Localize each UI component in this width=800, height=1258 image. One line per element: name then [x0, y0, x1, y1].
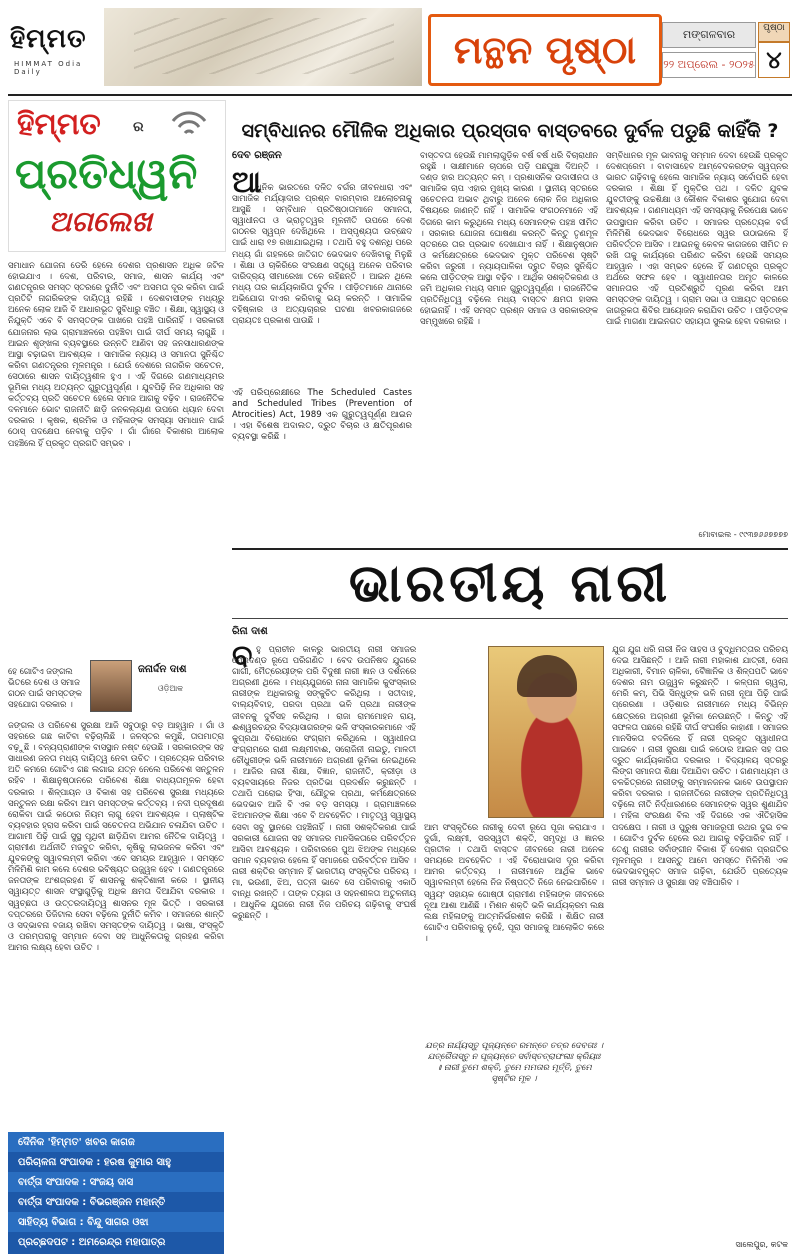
logo-subtitle: HIMMAT Odia Daily	[14, 60, 83, 76]
article-2-column-b: ଆମ ସଂସ୍କୃତିରେ ନାରୀକୁ ଦେବୀ ରୂପେ ପୂଜା କରାଯାଏ । ଦୁର୍ଗା, ଲକ୍ଷ୍ମୀ, ସରସ୍ୱତୀ ଶକ୍ତି, ସମୃଦ୍ଧି ଓ ଜ୍ଞାନର ପ୍ରତୀକ । ତଥାପି ବାସ୍ତବ ଜୀବନରେ ନାରୀ ଅନେକ ସମୟରେ ଅବହେଳିତ । ଏହି ବିରୋଧାଭାସ ଦୂର କରିବା ଆମର କର୍ତ୍ତବ୍ୟ । ନାରୀମାନେ ଆର୍ଥିକ ଭାବେ ସ୍ୱାବଲମ୍ବୀ ହେଲେ ନିଜ ନିଷ୍ପତ୍ତି ନିଜେ ନେଇପାରିବେ । ସ୍ୱୟଂ ସହାୟକ ଗୋଷ୍ଠୀ ଗ୍ରାମୀଣ ମହିଳାଙ୍କ ଜୀବନରେ ନୂଆ ଆଶା ଆଣିଛି । ମିଶନ ଶକ୍ତି ଭଳି କାର୍ଯ୍ୟକ୍ରମ ଲକ୍ଷ ଲକ୍ଷ ମହିଳାଙ୍କୁ ଆତ୍ମନିର୍ଭରଶୀଳ କରିଛି । ଶିକ୍ଷିତ ନାରୀ ଗୋଟିଏ ପରିବାରକୁ ନୁହେଁ, ପୂରା ସମାଜକୁ ଆଲୋକିତ କରେ ।	[424, 822, 604, 943]
brand-line-3: ଅଗଲେଖ	[49, 205, 152, 238]
article-1-act-paragraph: ଏହି ପରିପ୍ରେକ୍ଷୀରେ The Scheduled Castes and Scheduled Tribes (Prevention of Atrocities) Act, 1989 ଏକ ଗୁରୁତ୍ୱପୂର୍ଣ୍ଣ ଆଇନ । ଏହା ବିଶେଷ ଅଦାଲତ, ଦ୍ରୁତ ବିଚାର ଓ କ୍ଷତିପୂରଣର ବ୍ୟବସ୍ଥା କରିଛି ।	[232, 388, 412, 442]
brand-line-1-suffix: ର	[133, 119, 144, 135]
credit-line: ବାର୍ତ୍ତା ସଂପାଦକ : ବିଭରଞ୍ଜନ ମହାନ୍ତି	[8, 1192, 224, 1214]
article-1-column-b: ବାସ୍ତବତା ହେଉଛି ମାମଲାଗୁଡ଼ିକ ବର୍ଷ ବର୍ଷ ଧରି ବିଚାରାଧୀନ ରହୁଛି । ସାକ୍ଷୀମାନେ ଚାପରେ ପଡ଼ି ପଛଘୁଞ୍ଚା ଦିଅନ୍ତି । ଦଣ୍ଡ ହାର ଅତ୍ୟନ୍ତ କମ୍ । ପ୍ରଶାସନିକ ଉଦାସୀନତା ଓ ସାମାଜିକ ଚାପ ଏହାର ମୁଖ୍ୟ କାରଣ । ସ୍ଥାନୀୟ ସ୍ତରରେ ସଚେତନତା ଅଭାବ ଥିବାରୁ ଅନେକ ଲୋକ ନିଜ ଅଧିକାର ବିଷୟରେ ଜାଣନ୍ତି ନାହିଁ । ସାମାଜିକ ସଂଗଠନମାନେ ଏହି ଦିଗରେ କାମ କରୁଥିଲେ ମଧ୍ୟ ସେମାନଙ୍କ ପହଞ୍ଚ ସୀମିତ । ସରକାର ଯୋଜନା ଘୋଷଣା କରନ୍ତି କିନ୍ତୁ ତୃଣମୂଳ ସ୍ତରରେ ତାର ପ୍ରଭାବ ଦେଖାଯାଏ ନାହିଁ । ଶିକ୍ଷାନୁଷ୍ଠାନ ଓ କର୍ମକ୍ଷେତ୍ରରେ ଭେଦଭାବ ମୁକ୍ତ ପରିବେଶ ସୃଷ୍ଟି କରିବା ଜରୁରୀ । ନ୍ୟାୟପାଳିକା ଦ୍ରୁତ ବିଚାର ସୁନିଶ୍ଚିତ କଲେ ପୀଡ଼ିତଙ୍କ ଆସ୍ଥା ବଢ଼ିବ । ଆର୍ଥିକ ସଶକ୍ତିକରଣ ଓ ଜମି ଅଧିକାର ମଧ୍ୟ ସମାନ ଗୁରୁତ୍ୱପୂର୍ଣ୍ଣ । ରାଜନୈତିକ ପ୍ରତିନିଧିତ୍ୱ ବଢ଼ିଲେ ମଧ୍ୟ ବାସ୍ତବ କ୍ଷମତା ହାସଲ ହୋଇନାହିଁ । ଏହି ସମସ୍ତ ପ୍ରଶ୍ନ ସମାଜ ଓ ସରକାରଙ୍କ ସମ୍ମୁଖରେ ରହିଛି ।	[420, 150, 598, 327]
weekday: ମଙ୍ଗଳବାର	[662, 22, 756, 48]
author-photo	[90, 660, 132, 712]
article-2-headline: ଭାରତୀୟ ନାରୀ	[348, 553, 672, 614]
credit-line: ସାହିତ୍ୟ ବିଭାଗ : ବିନ୍ଦୁ ସାଗର ଓଝା	[8, 1212, 224, 1234]
credits-box	[8, 1132, 224, 1254]
section-title: ମନ୍ଥନ ପୃଷ୍ଠା	[428, 14, 662, 86]
divider	[232, 618, 788, 619]
broadcast-icon	[169, 109, 209, 141]
credit-line: ବାର୍ତ୍ତା ସଂପାଦକ : ସଂଜୟ ଦାସ	[8, 1172, 224, 1194]
column-brand	[8, 100, 226, 252]
page-number: ୪	[758, 42, 790, 78]
indian-woman-illustration	[488, 646, 604, 818]
brand-line-2: ପ୍ରତିଧ୍ୱନି	[15, 149, 198, 198]
divider	[232, 548, 788, 550]
date: ୨୨ ଅପ୍ରେଲ - ୨୦୨୫	[662, 52, 756, 78]
header-pen-illustration	[104, 8, 422, 86]
brand-line-1: ହିମ୍ମତ	[17, 107, 101, 142]
article-1-column-c: ସମ୍ବିଧାନର ମୂଳ ଭାବନାକୁ ସମ୍ମାନ ଦେବା ହେଉଛି ପ୍ରକୃତ ଦେଶପ୍ରେମ । ବାବାସାହେବ ଆମ୍ବେଦକରଙ୍କ ସ୍ୱପ୍ନର ଭାରତ ଗଢ଼ିବାକୁ ହେଲେ ସାମାଜିକ ନ୍ୟାୟ ସର୍ବୋପରି ହେବା ଦରକାର । ଶିକ୍ଷା ହିଁ ମୁକ୍ତିର ପଥ । ଦଳିତ ଯୁବକ ଯୁବତୀଙ୍କୁ ଉଚ୍ଚଶିକ୍ଷା ଓ କୌଶଳ ବିକାଶର ସୁଯୋଗ ଦେବା ଆବଶ୍ୟକ । ଗଣମାଧ୍ୟମ ଏହି ସମସ୍ୟାକୁ ନିରପେକ୍ଷ ଭାବେ ଉପସ୍ଥାପନ କରିବା ଉଚିତ । ସମାଜର ପ୍ରତ୍ୟେକ ବର୍ଗ ମିଳିମିଶି ଭେଦଭାବ ବିରୋଧରେ ସ୍ୱର ଉଠାଇଲେ ହିଁ ପରିବର୍ତ୍ତନ ଆସିବ । ଆଇନକୁ କେବଳ କାଗଜରେ ସୀମିତ ନ ରଖି ତାକୁ କାର୍ଯ୍ୟରେ ପରିଣତ କରିବା ହେଉଛି ସମୟର ଆହ୍ୱାନ । ଏହା ସମ୍ଭବ ହେଲେ ହିଁ ଗଣତନ୍ତ୍ର ପ୍ରକୃତ ଅର୍ଥରେ ସଫଳ ହେବ । ସ୍ୱାଧୀନତାର ଅମୃତ କାଳରେ ସମାନତାର ଏହି ପ୍ରତିଶ୍ରୁତି ପୂରଣ କରିବା ଆମ ସମସ୍ତଙ୍କ ଦାୟିତ୍ୱ । ଗ୍ରାମ ସଭା ଓ ପଞ୍ଚାୟତ ସ୍ତରରେ ଜାଗରୂକତା ଶିବିର ଆୟୋଜନ କରାଯିବା ଉଚିତ । ପୀଡ଼ିତଙ୍କ ପାଇଁ ମାଗଣା ଆଇନଗତ ସହାୟତା ସୁଲଭ ହେବା ଦରକାର ।	[606, 150, 788, 327]
page-label: ପୃଷ୍ଠା	[758, 22, 790, 42]
credit-line: ଦୈନିକ 'ହିମ୍ମତ' ଖବର କାଗଜ	[8, 1132, 224, 1154]
article-2-byline: ରିନା ଦାଶ	[232, 626, 268, 637]
column-body-2: ଜଙ୍ଗଲ ଓ ପରିବେଶ ସୁରକ୍ଷା ଆଜି ସବୁଠାରୁ ବଡ଼ ଆହ୍ୱାନ । ଗାଁ ଓ ସହରରେ ଗଛ କାଟିବା ବଢ଼ିଚାଲିଛି । ଜଳସ୍ତର କମୁଛି, ତାପମାତ୍ରା ବଢ଼ୁଛି । ବନ୍ୟପ୍ରାଣୀଙ୍କ ବାସସ୍ଥାନ ନଷ୍ଟ ହେଉଛି । ସରକାରଙ୍କ ସହ ସାଧାରଣ ଜନତା ମଧ୍ୟ ଦାୟିତ୍ୱ ନେବା ଉଚିତ । ପ୍ରତ୍ୟେକ ପରିବାର ଅତି କମରେ ଗୋଟିଏ ଗଛ ଲଗାଇ ଯତ୍ନ ନେଲେ ପରିବେଶ ସନ୍ତୁଳନ ରହିବ । ଶିକ୍ଷାନୁଷ୍ଠାନରେ ପରିବେଶ ଶିକ୍ଷା ବାଧ୍ୟତାମୂଳକ ହେବା ଦରକାର । ଶିଳ୍ପାୟନ ଓ ବିକାଶ ସହ ପରିବେଶ ସୁରକ୍ଷା ମଧ୍ୟରେ ସନ୍ତୁଳନ ରକ୍ଷା କରିବା ଆମ ସମସ୍ତଙ୍କ କର୍ତ୍ତବ୍ୟ । ନଦୀ ପ୍ରଦୂଷଣ ରୋକିବା ପାଇଁ କଠୋର ନିୟମ ଲାଗୁ ହେବା ଆବଶ୍ୟକ । ପ୍ଲାଷ୍ଟିକ ବ୍ୟବହାର ହ୍ରାସ କରିବା ପାଇଁ ସଚେତନତା ଅଭିଯାନ ଚଳାଯିବା ଉଚିତ । ଆଗାମୀ ପିଢ଼ି ପାଇଁ ସୁସ୍ଥ ପୃଥିବୀ ଛାଡ଼ିଯିବା ଆମର ନୈତିକ ଦାୟିତ୍ୱ । ଗ୍ରାମୀଣ ଅର୍ଥନୀତି ମଜବୁତ କରିବା, କୃଷିକୁ ଲାଭଜନକ କରିବା ଏବଂ ଯୁବକଙ୍କୁ ସ୍ୱାବଲମ୍ବୀ କରିବା ଏବେ ସମୟର ଆହ୍ୱାନ । ସମସ୍ତେ ମିଳିମିଶି କାମ କଲେ ଦେଶର ଭବିଷ୍ୟତ ଉଜ୍ଜ୍ୱଳ ହେବ । ଗଣତନ୍ତ୍ରରେ ଜନତାଙ୍କ ଅଂଶଗ୍ରହଣ ହିଁ ଶାସନକୁ ଶକ୍ତିଶାଳୀ କରେ । ସ୍ଥାନୀୟ ସ୍ୱାୟତ୍ତ ଶାସନ ସଂସ୍ଥାଗୁଡ଼ିକୁ ଅଧିକ କ୍ଷମତା ଦିଆଯିବା ଦରକାର । ସ୍ୱଚ୍ଛତା ଓ ଉତ୍ତରଦାୟିତ୍ୱ ଶାସନର ମୂଳ ଭିତ୍ତି । ସରକାରୀ ଦପ୍ତରରେ ଡିଜିଟାଲ ସେବା ବଢ଼ିଲେ ଦୁର୍ନୀତି କମିବ । ସମାଜରେ ଶାନ୍ତି ଓ ସଦ୍ଭାବନା ବଜାୟ ରଖିବା ସମସ୍ତଙ୍କ ଦାୟିତ୍ୱ । ଭାଷା, ସଂସ୍କୃତି ଓ ପରମ୍ପରାକୁ ସମ୍ମାନ ଦେବା ସହ ଆଧୁନିକତାକୁ ଗ୍ରହଣ କରିବା ଆମର ଲକ୍ଷ୍ୟ ହେବା ଉଚିତ ।	[8, 720, 224, 952]
left-column	[8, 100, 224, 1250]
author-name: ଜନାର୍ଦ୍ଦନ ଦାଶ	[138, 664, 187, 675]
article-2-dropcap: ବ	[232, 639, 253, 674]
author-role: ଓଡ଼ିଆକ	[158, 684, 184, 693]
credit-line: ପରିଚାଳନା ସଂପାଦକ : ହରଷ କୁମାର ସାହୁ	[8, 1152, 224, 1174]
article-1-dropcap: ଆ	[232, 165, 262, 200]
article-2-verse: ଯତ୍ର ନାର୍ଯ୍ୟସ୍ତୁ ପୂଜ୍ୟନ୍ତେ ରମନ୍ତେ ତତ୍ର ଦେବତାଃ । ଯତ୍ରୈତାସ୍ତୁ ନ ପୂଜ୍ୟନ୍ତେ ସର୍ବାସ୍ତତ୍ରାଫଳାଃ କ୍ରିୟାଃ ॥ ନାରୀ ତୁମେ ଶକ୍ତି, ତୁମେ ମମତାର ମୂର୍ତ୍ତି, ତୁମେ ସୃଷ୍ଟିର ମୂଳ ।	[425, 1040, 603, 1083]
column-fragment: ହେ ଗୋଟିଏ ଜଙ୍ଗଲ ଭିତରେ ଦେଶ ଓ ସମାଜ ଗଠନ ପାଇଁ ସମସ୍ତଙ୍କ ସହଯୋଗ ଦରକାର ।	[8, 666, 82, 709]
logo-word: ହିମ୍ମତ	[10, 24, 87, 54]
logo	[8, 8, 100, 86]
article-2-signoff: ସାଲେପୁର, କଟକ	[735, 1240, 788, 1249]
article-1-headline: ସମ୍ବିଧାନର ମୌଳିକ ଅଧିକାର ପ୍ରସ୍ତାବ ବାସ୍ତବରେ ଦୁର୍ବଳ ପଡୁଛି କାହିଁକି ?	[241, 120, 779, 142]
author-row	[8, 660, 224, 714]
article-2-column-c: ଯୁଗ ଯୁଗ ଧରି ନାରୀ ନିଜ ସାହସ ଓ ବୁଦ୍ଧିମତ୍ତାର ପରିଚୟ ଦେଇ ଆସିଛନ୍ତି । ଆଜି ନାରୀ ମହାକାଶ ଯାତ୍ରୀ, ସେନା ଅଧିକାରୀ, ବିମାନ ଚାଳିକା, ବୈଜ୍ଞାନିକ ଓ ଶିଳ୍ପପତି ଭାବେ ଦେଶର ନାମ ଉଜ୍ଜ୍ୱଳ କରୁଛନ୍ତି । କଳ୍ପନା ଚାୱଲା, ମେରି କମ୍, ପିଭି ସିନ୍ଧୁଙ୍କ ଭଳି ନାରୀ ନୂଆ ପିଢ଼ି ପାଇଁ ପ୍ରେରଣା । ଓଡ଼ିଶାର ନାରୀମାନେ ମଧ୍ୟ ବିଭିନ୍ନ କ୍ଷେତ୍ରରେ ଅଗ୍ରଣୀ ଭୂମିକା ନେଉଛନ୍ତି । କିନ୍ତୁ ଏହି ସଫଳତା ପଛରେ ରହିଛି ଦୀର୍ଘ ସଂଘର୍ଷର କାହାଣୀ । ସମାଜର ମାନସିକତା ବଦଳିଲେ ହିଁ ନାରୀ ପ୍ରକୃତ ସ୍ୱାଧୀନତା ପାଇବେ । ନାରୀ ସୁରକ୍ଷା ପାଇଁ କଠୋର ଆଇନ ସହ ତାର ଦ୍ରୁତ କାର୍ଯ୍ୟକାରିତା ଦରକାର । ବିଦ୍ୟାଳୟ ସ୍ତରରୁ ଲିଙ୍ଗ ସମାନତା ଶିକ୍ଷା ଦିଆଯିବା ଉଚିତ । ଗଣମାଧ୍ୟମ ଓ ଚଳଚ୍ଚିତ୍ରରେ ନାରୀଙ୍କୁ ସମ୍ମାନଜନକ ଭାବେ ଉପସ୍ଥାପନ କରିବା ଦରକାର । ରାଜନୀତିରେ ନାରୀଙ୍କ ପ୍ରତିନିଧିତ୍ୱ ବଢ଼ିଲେ ନୀତି ନିର୍ଦ୍ଧାରଣରେ ସେମାନଙ୍କ ସ୍ୱର ଶୁଣାଯିବ । ମହିଳା ସଂରକ୍ଷଣ ବିଲ ଏହି ଦିଗରେ ଏକ ଐତିହାସିକ ପଦକ୍ଷେପ । ନାରୀ ଓ ପୁରୁଷ ସମାଜରୂପୀ ରଥର ଦୁଇ ଚକ । ଗୋଟିଏ ଦୁର୍ବଳ ହେଲେ ରଥ ଆଗକୁ ବଢ଼ିପାରିବ ନାହିଁ । ତେଣୁ ନାରୀର ସର୍ବାଙ୍ଗୀନ ବିକାଶ ହିଁ ଦେଶର ପ୍ରଗତିର ମୂଳମନ୍ତ୍ର । ଆସନ୍ତୁ ଆମେ ସମସ୍ତେ ମିଳିମିଶି ଏକ ଭେଦଭାବମୁକ୍ତ ସମାଜ ଗଢ଼ିବା, ଯେଉଁଠି ପ୍ରତ୍ୟେକ ନାରୀ ସମ୍ମାନ ଓ ସୁରକ୍ଷା ସହ ବଞ୍ଚିପାରିବ ।	[612, 644, 788, 887]
credit-line: ପ୍ରଚ୍ଛଦପଟ : ଅମରେନ୍ଦ୍ର ମହାପାତ୍ର	[8, 1232, 224, 1254]
masthead	[8, 8, 792, 96]
column-body-1: ସମାଧାନ ଯୋଜନା ଡେରି ହେଲେ ଦେଶର ପ୍ରଶାସନ ଅଧିକ ଜଟିଳ ହୋଇଯାଏ । ଦେଶ, ପରିବାର, ସମାଜ, ଶାସନ କାର୍ଯ୍ୟ ଏବଂ ଗଣତନ୍ତ୍ରର ସମସ୍ତ ସ୍ତରରେ ଦୁର୍ନୀତି ଏବଂ ଅସମତା ଦୂର କରିବା ପାଇଁ ପ୍ରତିଟି ନାଗରିକଙ୍କ ଦାୟିତ୍ୱ ରହିଛି । ଦେଶବାସୀଙ୍କ ମଧ୍ୟରୁ ଅନେକ ଲୋକ ଆଜି ବି ଆଧାରଭୂତ ସୁବିଧାରୁ ବଞ୍ଚିତ । ଶିକ୍ଷା, ସ୍ୱାସ୍ଥ୍ୟ ଓ ନିଯୁକ୍ତି ଏବେ ବି ସମସ୍ତଙ୍କ ପାଖରେ ପହଞ୍ଚି ପାରିନାହିଁ । ସରକାରୀ ଯୋଜନାର ଲାଭ ଗ୍ରାମାଞ୍ଚଳରେ ପହଞ୍ଚିବା ପାଇଁ ଦୀର୍ଘ ସମୟ ଲାଗୁଛି । ଆଇନ ଶୃଙ୍ଖଳା ବ୍ୟବସ୍ଥାରେ ଉନ୍ନତି ଆଣିବା ସହ ଜନସାଧାରଣଙ୍କ ଆସ୍ଥା ବଢ଼ାଇବା ଆବଶ୍ୟକ । ସାମାଜିକ ନ୍ୟାୟ ଓ ସମାନତା ସୁନିଶ୍ଚିତ କରିବା ଗଣତନ୍ତ୍ରର ମୂଳମନ୍ତ୍ର । ଯେଉଁ ଦେଶରେ ନାଗରିକ ସଚେତନ, ସେଠାରେ ଶାସନ ଦାୟିତ୍ୱଶୀଳ ହୁଏ । ଏହି ଦିଗରେ ଗଣମାଧ୍ୟମର ଭୂମିକା ମଧ୍ୟ ଅତ୍ୟନ୍ତ ଗୁରୁତ୍ୱପୂର୍ଣ୍ଣ । ଯୁବପିଢ଼ି ନିଜ ଅଧିକାର ସହ କର୍ତ୍ତବ୍ୟ ପ୍ରତି ସଚେତନ ହେଲେ ସମାଜ ଆଗକୁ ବଢ଼ିବ । ରାଜନୈତିକ ଦଳମାନେ ଭୋଟ ରାଜନୀତି ଛାଡ଼ି ଜନକଲ୍ୟାଣ ଉପରେ ଧ୍ୟାନ ଦେବା ଦରକାର । କୃଷକ, ଶ୍ରମିକ ଓ ମହିଳାଙ୍କ ସମସ୍ୟା ସମାଧାନ ପାଇଁ ଠୋସ୍ ପଦକ୍ଷେପ ନେବାକୁ ପଡ଼ିବ । ଗାଁ ଗାଁରେ ବିକାଶର ଆଲୋକ ପହଞ୍ଚିଲେ ହିଁ ପ୍ରକୃତ ପ୍ରଗତି ସମ୍ଭବ ।	[8, 260, 224, 448]
article-1-signoff: ମୋବାଇଲ - ୯୯୩୭୬୬୭୭୭୭	[698, 530, 788, 539]
article-1-column-a: ଧୁନିକ ଭାରତରେ ଦଳିତ ବର୍ଗର ଜୀବନଧାରା ଏବଂ ସାମାଜିକ ମର୍ଯ୍ୟାଦାର ପ୍ରଶ୍ନ ବାରମ୍ବାର ଆଲୋଚନାକୁ ଆସୁଛି । ସମ୍ବିଧାନ ପ୍ରତିଷ୍ଠାତାମାନେ ସମାନତା, ସ୍ୱାଧୀନତା ଓ ଭ୍ରାତୃତ୍ୱର ମୂଳନୀତି ଉପରେ ଦେଶ ଗଠନର ସ୍ୱପ୍ନ ଦେଖିଥିଲେ । ଅସ୍ପୃଶ୍ୟତା ଉଚ୍ଛେଦ ପାଇଁ ଧାରା ୧୭ ରଖାଯାଇଥିଲା । ତଥାପି ବହୁ ଦଶନ୍ଧି ପରେ ମଧ୍ୟ ଗାଁ ଗହଳରେ ଜାତିଗତ ଭେଦଭାବ ଦେଖିବାକୁ ମିଳୁଛି । ଶିକ୍ଷା ଓ ଚାକିରିରେ ସଂରକ୍ଷଣ ସତ୍ତ୍ୱେ ଅନେକ ପରିବାର ଦାରିଦ୍ର୍ୟ ସୀମାରେଖା ତଳେ ରହିଛନ୍ତି । ଆଇନ ଥିଲେ ମଧ୍ୟ ତାର କାର୍ଯ୍ୟକାରିତା ଦୁର୍ବଳ । ପୀଡ଼ିତମାନେ ଥାନାରେ ଅଭିଯୋଗ ଦାଏର କରିବାକୁ ଭୟ କରନ୍ତି । ସାମାଜିକ ବହିଷ୍କାର ଓ ଅତ୍ୟାଚାରର ଘଟଣା ଖବରକାଗଜରେ ପ୍ରାୟତଃ ପ୍ରକାଶ ପାଉଛି ।	[232, 182, 412, 326]
article-2-column-a: ହୁ ପ୍ରାଚୀନ କାଳରୁ ଭାରତୀୟ ନାରୀ ସମାଜର ମେରୁଦଣ୍ଡ ରୂପେ ପରିଗଣିତ । ବେଦ ଉପନିଷଦ ଯୁଗରେ ଗାର୍ଗୀ, ମୈତ୍ରେୟୀଙ୍କ ପରି ବିଦୁଷୀ ନାରୀ ଜ୍ଞାନ ଓ ଦର୍ଶନରେ ଅଗ୍ରଣୀ ଥିଲେ । ମଧ୍ୟଯୁଗରେ ନାନା ସାମାଜିକ କୁସଂସ୍କାର ନାରୀଙ୍କ ଅଧିକାରକୁ ସଙ୍କୁଚିତ କରିଥିଲା । ସତୀଦାହ, ବାଲ୍ୟବିବାହ, ପରଦା ପ୍ରଥା ଭଳି ପ୍ରଥା ନାରୀଙ୍କ ଜୀବନକୁ ଦୁର୍ବିସହ କରିଥିଲା । ରାଜା ରାମମୋହନ ରାୟ, ଈଶ୍ୱରଚନ୍ଦ୍ର ବିଦ୍ୟାସାଗରଙ୍କ ଭଳି ସଂସ୍କାରକମାନେ ଏହି କୁପ୍ରଥା ବିରୋଧରେ ସଂଗ୍ରାମ କରିଥିଲେ । ସ୍ୱାଧୀନତା ସଂଗ୍ରାମରେ ରାଣୀ ଲକ୍ଷ୍ମୀବାଈ, ସରୋଜିନୀ ନାଇଡୁ, ମାଳତୀ ଚୌଧୁରୀଙ୍କ ଭଳି ନାରୀମାନେ ଅଗ୍ରଣୀ ଭୂମିକା ନେଇଥିଲେ । ଆଜିର ନାରୀ ଶିକ୍ଷା, ବିଜ୍ଞାନ, ରାଜନୀତି, କ୍ରୀଡ଼ା ଓ ବ୍ୟବସାୟରେ ନିଜର ପ୍ରତିଭା ପ୍ରଦର୍ଶନ କରୁଛନ୍ତି । ତଥାପି ଘରୋଇ ହିଂସା, ଯୌତୁକ ପ୍ରଥା, କର୍ମକ୍ଷେତ୍ରରେ ଭେଦଭାବ ଆଜି ବି ଏକ ବଡ଼ ସମସ୍ୟା । ଗ୍ରାମାଞ୍ଚଳରେ ଝିଅମାନଙ୍କ ଶିକ୍ଷା ଏବେ ବି ଅବହେଳିତ । ମାତୃତ୍ୱ ସ୍ୱାସ୍ଥ୍ୟ ସେବା ସବୁ ସ୍ଥାନରେ ପହଞ୍ଚିନାହିଁ । ନାରୀ ସଶକ୍ତିକରଣ ପାଇଁ ସରକାରୀ ଯୋଜନା ସହ ସମାଜର ମାନସିକତାରେ ପରିବର୍ତ୍ତନ ଆସିବା ଆବଶ୍ୟକ । ପରିବାରରେ ପୁଅ ଝିଅଙ୍କ ମଧ୍ୟରେ ସମାନ ବ୍ୟବହାର ହେଲେ ହିଁ ସମାଜରେ ପରିବର୍ତ୍ତନ ଆସିବ । ନାରୀ ଶକ୍ତିର ସମ୍ମାନ ହିଁ ଭାରତୀୟ ସଂସ୍କୃତିର ପରିଚୟ । ମା, ଭଉଣୀ, ଝିଅ, ପତ୍ନୀ ଭାବେ ସେ ପରିବାରକୁ ଏକାଠି ବାନ୍ଧି ରଖନ୍ତି । ତାଙ୍କ ତ୍ୟାଗ ଓ ସହନଶୀଳତା ଅତୁଳନୀୟ । ଆଧୁନିକ ଯୁଗରେ ନାରୀ ନିଜ ପରିଚୟ ଗଢ଼ିବାକୁ ସଂଘର୍ଷ କରୁଛନ୍ତି ।	[232, 644, 416, 921]
article-1-byline: ଦେବ ରଞ୍ଜନ	[232, 150, 282, 161]
date-box	[662, 22, 790, 80]
